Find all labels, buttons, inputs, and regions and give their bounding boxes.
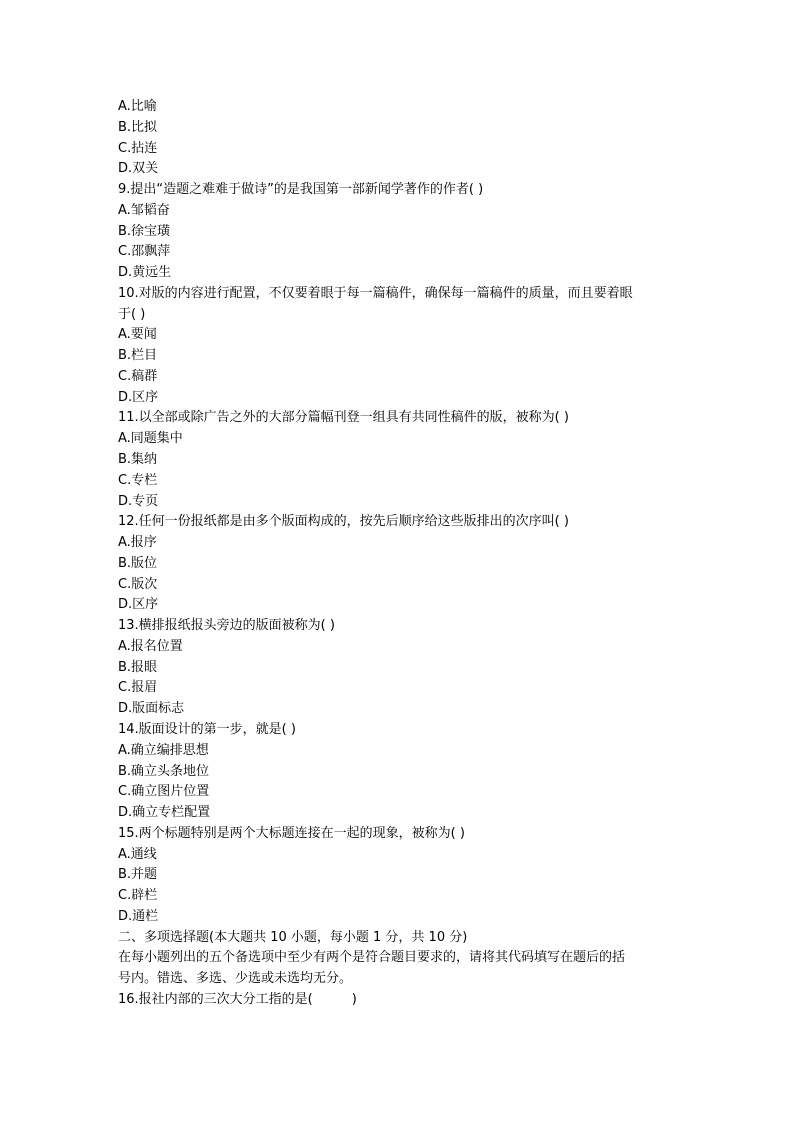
answer-option: A.邹韬奋 [118,202,170,218]
text-line: 在每小题列出的五个备选项中至少有两个是符合题目要求的，请将其代码填写在题后的括 [118,950,626,966]
answer-option: A.报序 [118,535,157,551]
answer-option: C.确立图片位置 [118,784,210,800]
answer-option: C.辟栏 [118,888,158,904]
answer-option: B.报眼 [118,659,158,675]
text-line: 10.对版的内容进行配置，不仅要着眼于每一篇稿件，确保每一篇稿件的质量，而且要着眼 [118,285,633,301]
answer-option: D.区序 [118,389,159,405]
question-stem [118,720,688,741]
answer-option: B.栏目 [118,348,158,364]
text-line: 11.以全部或除广告之外的大部分篇幅刊登一组具有共同性稿件的版，被称为( ) [118,410,569,426]
question-stem [118,616,688,637]
text-line: 16.报社内部的三次大分工指的是( ) [118,991,357,1007]
answer-option: D.确立专栏配置 [118,805,211,821]
answer-option: D.黄远生 [118,265,172,281]
answer-option: A.比喻 [118,99,157,114]
exam-document [118,97,688,1011]
answer-option: C.邵飘萍 [118,244,171,260]
answer-option: A.同题集中 [118,431,183,447]
answer-option: B.徐宝璜 [118,223,171,239]
answer-option: A.报名位置 [118,638,183,654]
text-line: 9.提出“造题之难难于做诗”的是我国第一部新闻学著作的作者( ) [118,182,484,198]
text-line: 12.任何一份报纸都是由多个版面构成的，按先后顺序给这些版排出的次序叫( ) [118,514,569,530]
text-line: 于( ) [118,306,146,322]
answer-option: C.专栏 [118,472,158,488]
answer-option: C.拈连 [118,140,158,156]
question-stem [118,180,688,201]
question-stem [118,824,688,845]
answer-option: D.通栏 [118,908,159,924]
text-line: 二、多项选择题(本大题共 10 小题，每小题 1 分，共 10 分) [118,929,468,945]
question-stem [118,512,688,533]
section-heading [118,928,688,949]
text-line: 14.版面设计的第一步，就是( ) [118,721,296,737]
answer-option: C.报眉 [118,680,158,696]
answer-option: C.稿群 [118,368,158,384]
text-line: 号内。错选、多选、少选或未选均无分。 [118,971,353,987]
answer-option: B.版位 [118,555,158,571]
question-stem [118,284,688,326]
answer-option: A.确立编排思想 [118,742,209,758]
text-line: 15.两个标题特别是两个大标题连接在一起的现象，被称为( ) [118,825,465,841]
question-stem [118,990,688,1011]
answer-option: D.区序 [118,597,159,613]
answer-option: D.双关 [118,161,159,177]
answer-option: B.并题 [118,867,158,883]
question-stem [118,408,688,429]
answer-option: A.要闻 [118,327,157,343]
instructions [118,948,688,990]
answer-option: B.确立头条地位 [118,763,210,779]
answer-option: D.专页 [118,493,159,509]
text-line: 13.横排报纸报头旁边的版面被称为( ) [118,618,335,634]
answer-option: D.版面标志 [118,701,185,717]
answer-option: A.通线 [118,846,157,862]
answer-option: B.比拟 [118,119,158,135]
answer-option: C.版次 [118,576,158,592]
answer-option: B.集纳 [118,452,158,468]
